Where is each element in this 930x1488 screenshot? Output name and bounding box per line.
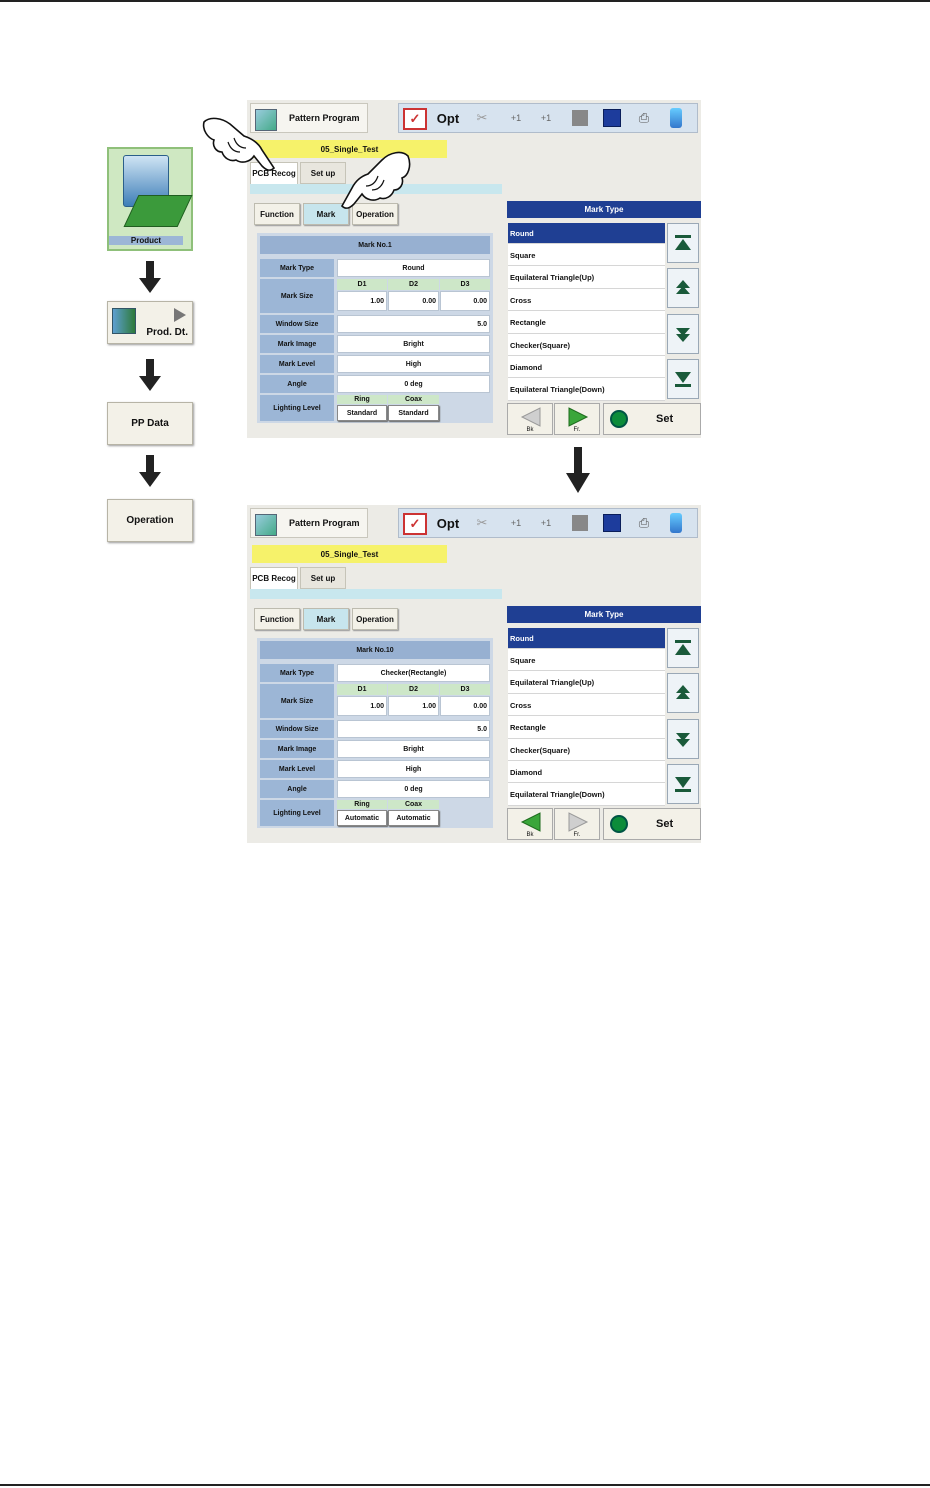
scroll-up-icon[interactable]: [667, 268, 699, 308]
transfer-icon[interactable]: [663, 512, 689, 534]
opt-button[interactable]: Opt: [436, 515, 460, 531]
mark-level-label: Mark Level: [260, 355, 334, 373]
mark-type-list: [508, 223, 665, 401]
mark-type-option[interactable]: Equilateral Triangle(Up): [508, 268, 665, 289]
operation-nav-button[interactable]: Operation: [107, 499, 193, 542]
d1-value[interactable]: 1.00: [337, 696, 387, 716]
forward-label: Fr.: [573, 832, 581, 838]
set-button[interactable]: [603, 808, 701, 840]
opt-button[interactable]: Opt: [436, 110, 460, 126]
back-button[interactable]: [507, 808, 553, 840]
set-label: Set: [656, 413, 674, 425]
mark-type-list-title: Mark Type: [507, 201, 701, 218]
tab-pcb-recog[interactable]: PCB Recog: [250, 162, 298, 184]
coax-header: Coax: [388, 395, 439, 404]
lighting-level-label: Lighting Level: [260, 395, 334, 421]
mark-level-value[interactable]: High: [337, 355, 490, 373]
tab-setup[interactable]: Set up: [300, 567, 346, 589]
mark-type-option[interactable]: Checker(Square): [508, 740, 665, 761]
angle-label: Angle: [260, 375, 334, 393]
down-arrow-icon: [139, 261, 161, 293]
mark-image-label: Mark Image: [260, 335, 334, 353]
cut-icon[interactable]: ✂: [476, 515, 488, 530]
play-icon: [174, 308, 186, 322]
down-arrow-icon: [566, 447, 590, 493]
window-title: Pattern Program: [289, 518, 360, 528]
set-button[interactable]: [603, 403, 701, 435]
mark-type-option[interactable]: Square: [508, 245, 665, 266]
forward-arrow-icon: [567, 407, 589, 427]
mark-number-header: Mark No.10: [260, 641, 490, 659]
mark-type-label: Mark Type: [260, 664, 334, 682]
print-icon[interactable]: ⎙: [638, 515, 650, 530]
mark-settings-panel: [257, 638, 493, 828]
program-name: 05_Single_Test: [252, 140, 447, 158]
down-arrow-icon: [139, 455, 161, 487]
mark-image-value[interactable]: Bright: [337, 740, 490, 758]
d2-value[interactable]: 0.00: [388, 291, 439, 311]
down-arrow-icon: [139, 359, 161, 391]
product-label: Product: [109, 236, 183, 245]
program-name: 05_Single_Test: [252, 545, 447, 563]
window-title: Pattern Program: [289, 113, 360, 123]
mark-type-option[interactable]: Checker(Square): [508, 335, 665, 356]
mark-button[interactable]: Mark: [303, 608, 349, 630]
mark-type-option[interactable]: Rectangle: [508, 313, 665, 334]
d1-value[interactable]: 1.00: [337, 291, 387, 311]
mark-type-option[interactable]: Cross: [508, 290, 665, 311]
mark-type-option[interactable]: Diamond: [508, 357, 665, 378]
mark-size-label: Mark Size: [260, 279, 334, 313]
mark-type-value[interactable]: Round: [337, 259, 490, 277]
function-button[interactable]: Function: [254, 608, 300, 630]
toolbar: [398, 103, 698, 133]
d1-header: D1: [337, 684, 387, 695]
lighting-level-label: Lighting Level: [260, 800, 334, 826]
scroll-down-icon[interactable]: [667, 314, 699, 354]
mark-size-label: Mark Size: [260, 684, 334, 718]
bottom-bar: [507, 403, 701, 437]
window-title-bar: [250, 508, 368, 538]
ring-level-button[interactable]: Automatic: [337, 810, 387, 826]
coax-level-button[interactable]: Automatic: [388, 810, 439, 826]
d3-value[interactable]: 0.00: [440, 291, 490, 311]
mark-type-option[interactable]: Equilateral Triangle(Up): [508, 673, 665, 694]
tab-strip: [250, 589, 502, 599]
back-arrow-icon: [520, 407, 542, 427]
mark-type-option[interactable]: Round: [508, 628, 665, 649]
set-label: Set: [656, 818, 674, 830]
checkbox-icon[interactable]: ✓: [403, 108, 427, 130]
prod-dt-label: Prod. Dt.: [146, 327, 188, 338]
scroll-down-icon[interactable]: [667, 719, 699, 759]
forward-label: Fr.: [573, 427, 581, 433]
window-size-label: Window Size: [260, 720, 334, 738]
operation-button[interactable]: Operation: [352, 203, 398, 225]
d2-value[interactable]: 1.00: [388, 696, 439, 716]
d1-header: D1: [337, 279, 387, 290]
operation-button[interactable]: Operation: [352, 608, 398, 630]
pp-data-button[interactable]: PP Data: [107, 402, 193, 445]
mark-level-label: Mark Level: [260, 760, 334, 778]
plus-one-button[interactable]: +1: [540, 518, 552, 528]
plus-one-button[interactable]: +1: [510, 518, 522, 528]
forward-arrow-icon: [567, 812, 589, 832]
back-button[interactable]: [507, 403, 553, 435]
mark-type-option[interactable]: Equilateral Triangle(Down): [508, 785, 665, 806]
bottom-rule: [0, 1484, 930, 1486]
ring-level-button[interactable]: Standard: [337, 405, 387, 421]
save-icon[interactable]: [599, 107, 625, 129]
mark-settings-panel: [257, 233, 493, 423]
checkbox-icon[interactable]: ✓: [403, 513, 427, 535]
mark-type-option[interactable]: Cross: [508, 695, 665, 716]
angle-value[interactable]: 0 deg: [337, 780, 490, 798]
back-arrow-icon: [520, 812, 542, 832]
d3-header: D3: [440, 684, 490, 695]
prod-dt-button[interactable]: [107, 301, 193, 344]
book-icon: [112, 308, 136, 334]
back-label: Bk: [526, 427, 534, 433]
mark-type-option[interactable]: Diamond: [508, 762, 665, 783]
mark-type-value[interactable]: Checker(Rectangle): [337, 664, 490, 682]
d3-value[interactable]: 0.00: [440, 696, 490, 716]
pattern-program-screen: [247, 505, 701, 843]
ring-header: Ring: [337, 395, 387, 404]
tab-pcb-recog[interactable]: PCB Recog: [250, 567, 298, 589]
top-rule: [0, 0, 930, 2]
d2-header: D2: [388, 279, 439, 290]
forward-button[interactable]: [554, 808, 600, 840]
plus-one-button[interactable]: +1: [540, 113, 552, 123]
scroll-top-icon[interactable]: [667, 223, 699, 263]
set-icon: [610, 815, 628, 833]
transfer-icon[interactable]: [663, 107, 689, 129]
back-label: Bk: [526, 832, 534, 838]
scroll-top-icon[interactable]: [667, 628, 699, 668]
hand-pointer-icon: [336, 148, 412, 212]
scroll-bottom-icon[interactable]: [667, 764, 699, 804]
mark-type-option[interactable]: Equilateral Triangle(Down): [508, 380, 665, 401]
d3-header: D3: [440, 279, 490, 290]
angle-value[interactable]: 0 deg: [337, 375, 490, 393]
function-button[interactable]: Function: [254, 203, 300, 225]
mark-type-option[interactable]: Square: [508, 650, 665, 671]
mark-type-label: Mark Type: [260, 259, 334, 277]
window-size-value[interactable]: 5.0: [337, 315, 490, 333]
mark-type-list-title: Mark Type: [507, 606, 701, 623]
mark-type-option[interactable]: Rectangle: [508, 718, 665, 739]
save-icon[interactable]: [599, 512, 625, 534]
set-icon: [610, 410, 628, 428]
bottom-bar: [507, 808, 701, 842]
ring-header: Ring: [337, 800, 387, 809]
mark-image-label: Mark Image: [260, 740, 334, 758]
window-size-value[interactable]: 5.0: [337, 720, 490, 738]
mark-type-option[interactable]: Round: [508, 223, 665, 244]
hand-pointer-icon: [200, 112, 280, 174]
program-icon: [255, 514, 277, 536]
product-button[interactable]: [107, 147, 193, 251]
toolbar: [398, 508, 698, 538]
mark-number-header: Mark No.1: [260, 236, 490, 254]
pattern-program-screen: [247, 100, 701, 438]
plus-one-button[interactable]: +1: [510, 113, 522, 123]
d2-header: D2: [388, 684, 439, 695]
window-size-label: Window Size: [260, 315, 334, 333]
camera-icon[interactable]: [567, 512, 593, 534]
mark-type-list: [508, 628, 665, 806]
camera-icon[interactable]: [567, 107, 593, 129]
mark-image-value[interactable]: Bright: [337, 335, 490, 353]
scroll-up-icon[interactable]: [667, 673, 699, 713]
forward-button[interactable]: [554, 403, 600, 435]
mark-level-value[interactable]: High: [337, 760, 490, 778]
coax-header: Coax: [388, 800, 439, 809]
print-icon[interactable]: ⎙: [638, 110, 650, 125]
angle-label: Angle: [260, 780, 334, 798]
coax-level-button[interactable]: Standard: [388, 405, 439, 421]
scroll-bottom-icon[interactable]: [667, 359, 699, 399]
mark-button[interactable]: Mark: [303, 203, 349, 225]
cut-icon[interactable]: ✂: [476, 110, 488, 125]
tab-setup[interactable]: Set up: [300, 162, 346, 184]
